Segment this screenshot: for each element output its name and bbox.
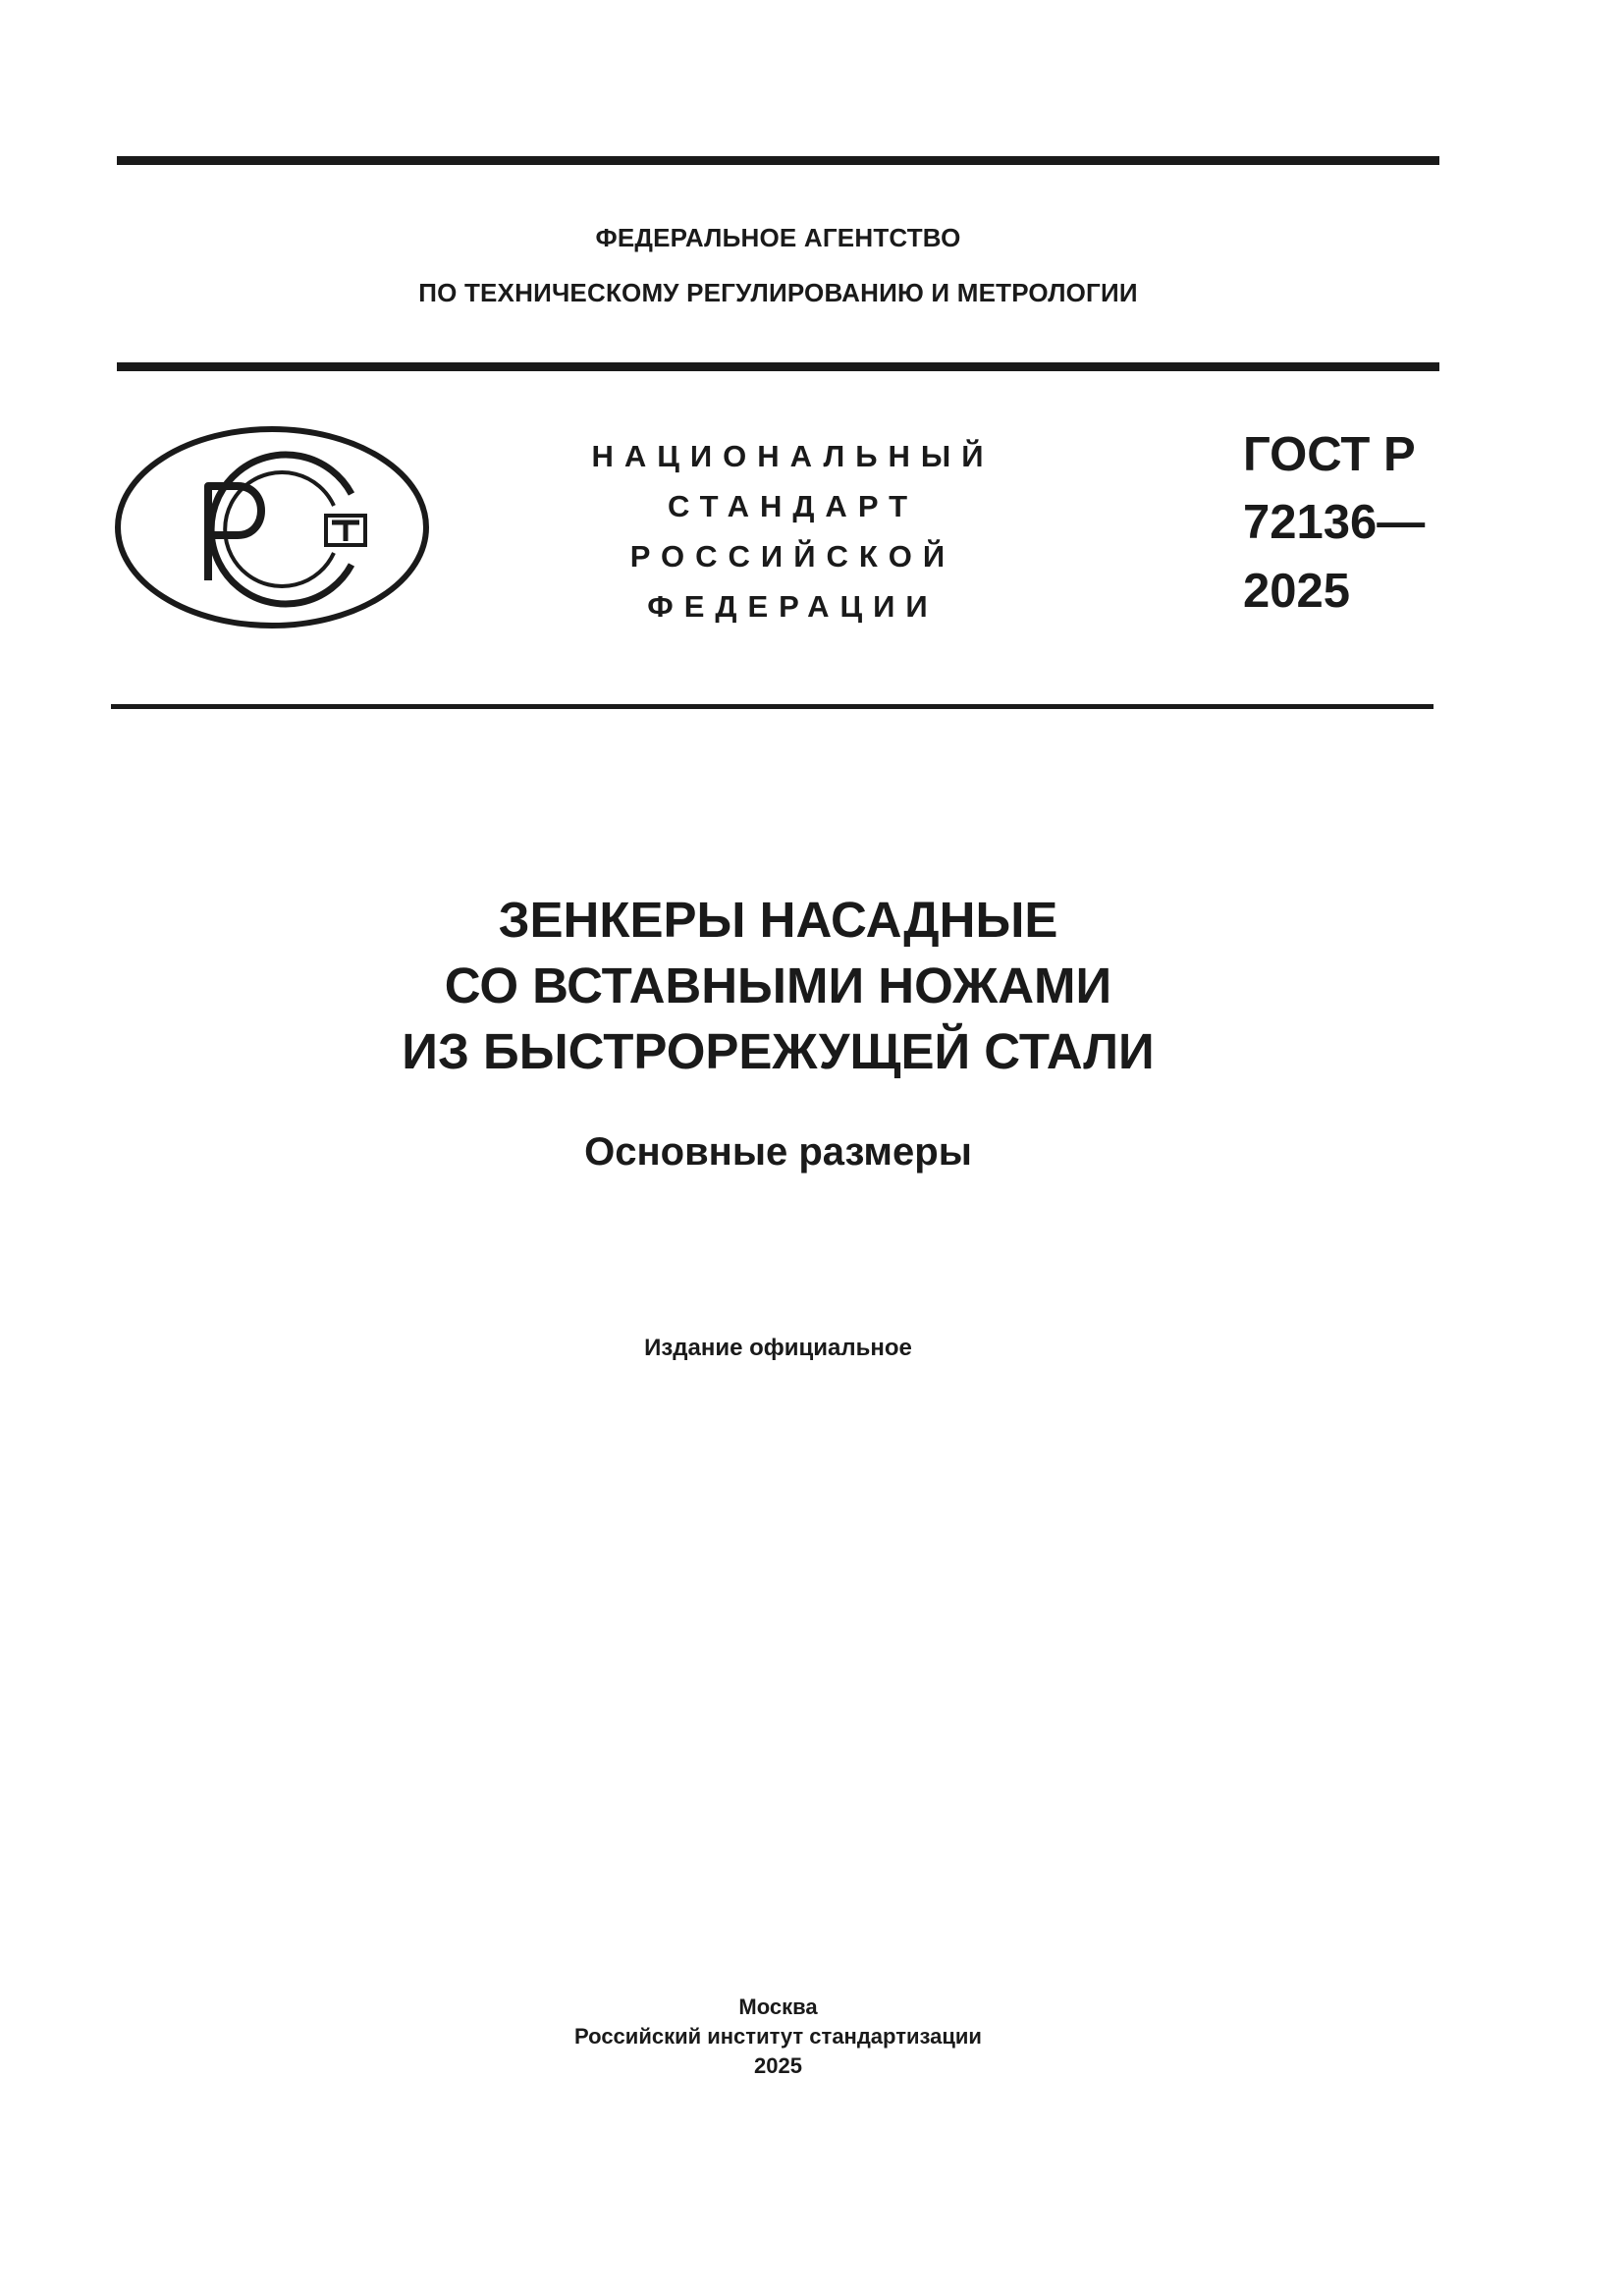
standard-kind-line: СТАНДАРТ [667,489,919,523]
imprint-city: Москва [738,1995,818,2019]
document-title-line: ИЗ БЫСТРОРЕЖУЩЕЙ СТАЛИ [402,1023,1155,1079]
agency-name-line2: ПО ТЕХНИЧЕСКОМУ РЕГУЛИРОВАНИЮ И МЕТРОЛОГИИ [418,278,1138,307]
agency-name-line1: ФЕДЕРАЛЬНОЕ АГЕНТСТВО [595,223,961,252]
document-title-line: ЗЕНКЕРЫ НАСАДНЫЕ [498,892,1058,948]
rst-certification-mark-icon [114,425,430,629]
middle-rule [117,362,1439,371]
document-title-line: СО ВСТАВНЫМИ НОЖАМИ [444,957,1112,1013]
bottom-rule [111,704,1434,709]
imprint-year: 2025 [754,2053,802,2078]
standard-designation-line: ГОСТ Р [1243,428,1416,481]
standard-designation-line: 2025 [1243,565,1351,618]
standard-designation-line: 72136— [1243,496,1426,549]
imprint-publisher: Российский институт стандартизации [574,2024,982,2049]
standard-kind-line: ФЕДЕРАЦИИ [647,589,939,624]
document-subtitle: Основные размеры [584,1130,972,1174]
standard-kind-line: РОССИЙСКОЙ [629,539,956,574]
top-rule [117,156,1439,165]
standard-kind-line: НАЦИОНАЛЬНЫЙ [591,439,995,473]
edition-note: Издание официальное [644,1335,912,1361]
